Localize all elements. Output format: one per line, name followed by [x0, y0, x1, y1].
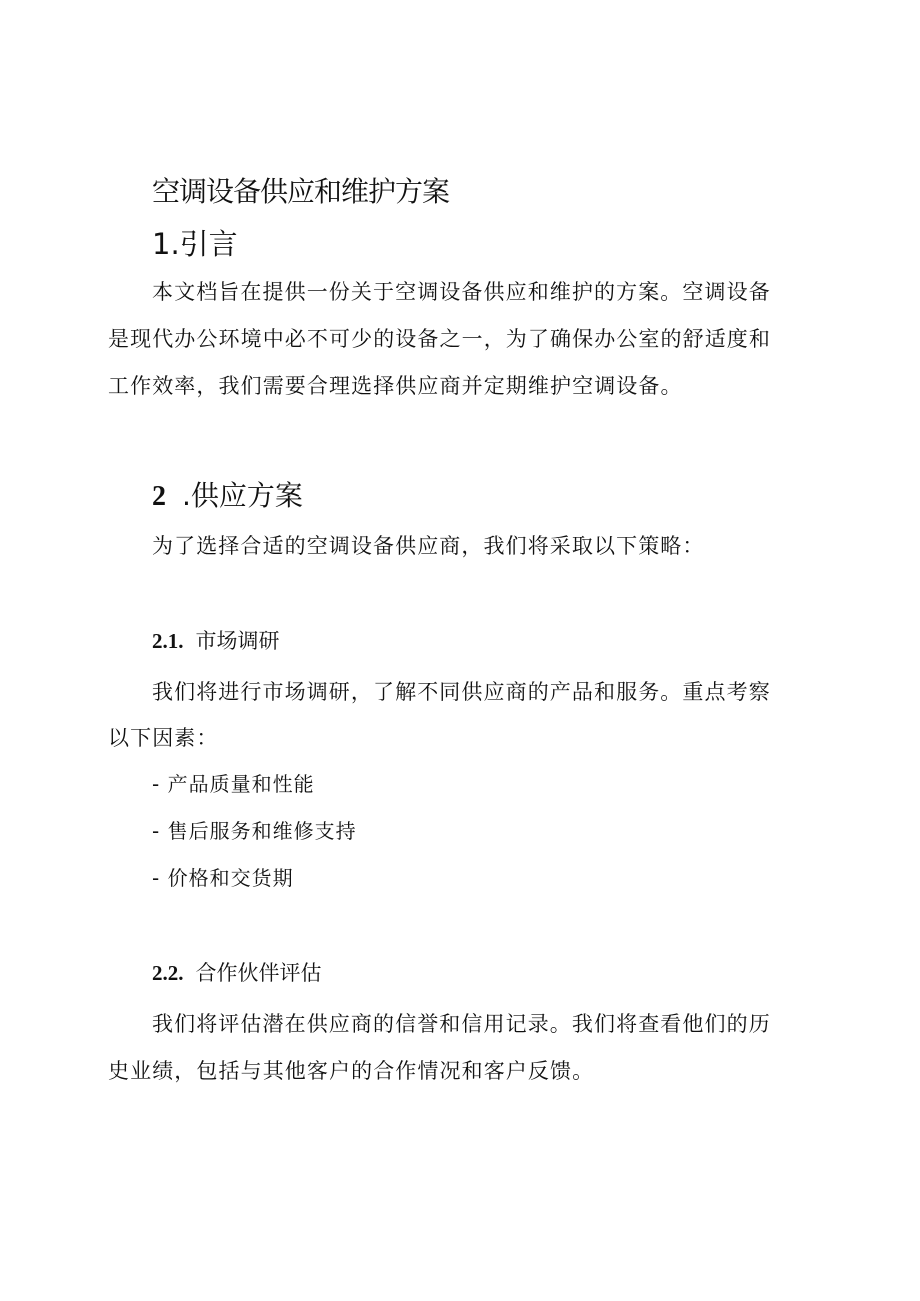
paragraph-line: 我们将评估潜在供应商的信誉和信用记录。我们将查看他们的历 [152, 1012, 771, 1036]
paragraph-line: 我们将进行市场调研，了解不同供应商的产品和服务。重点考察 [152, 680, 771, 704]
subsection-title: 市场调研 [195, 629, 280, 653]
section-number: 2 [152, 481, 166, 512]
paragraph-line: 本文档旨在提供一份关于空调设备供应和维护的方案。空调设备 [152, 280, 771, 304]
list-item: - 售后服务和维修支持 [152, 819, 357, 843]
document-title: 空调设备供应和维护方案 [152, 175, 450, 208]
section-heading-supply-plan [152, 474, 303, 514]
paragraph-line: 工作效率，我们需要合理选择供应商并定期维护空调设备。 [108, 374, 683, 398]
subsection-number: 2.1. [152, 629, 184, 653]
section-intro: 为了选择合适的空调设备供应商，我们将采取以下策略： [152, 534, 705, 558]
subsection-heading-market-research [152, 625, 280, 655]
subsection-heading-partner-evaluation [152, 957, 322, 987]
subsection-title: 合作伙伴评估 [195, 961, 322, 985]
paragraph-line: 是现代办公环境中必不可少的设备之一，为了确保办公室的舒适度和 [108, 327, 771, 351]
list-item: - 价格和交货期 [152, 866, 294, 890]
paragraph-line: 史业绩，包括与其他客户的合作情况和客户反馈。 [108, 1059, 595, 1083]
subsection-number: 2.2. [152, 961, 184, 985]
paragraph-line: 以下因素： [108, 726, 219, 750]
section-heading-introduction: 1.引言 [152, 227, 238, 261]
list-item: - 产品质量和性能 [152, 772, 315, 796]
section-heading-text: .供应方案 [182, 479, 303, 512]
